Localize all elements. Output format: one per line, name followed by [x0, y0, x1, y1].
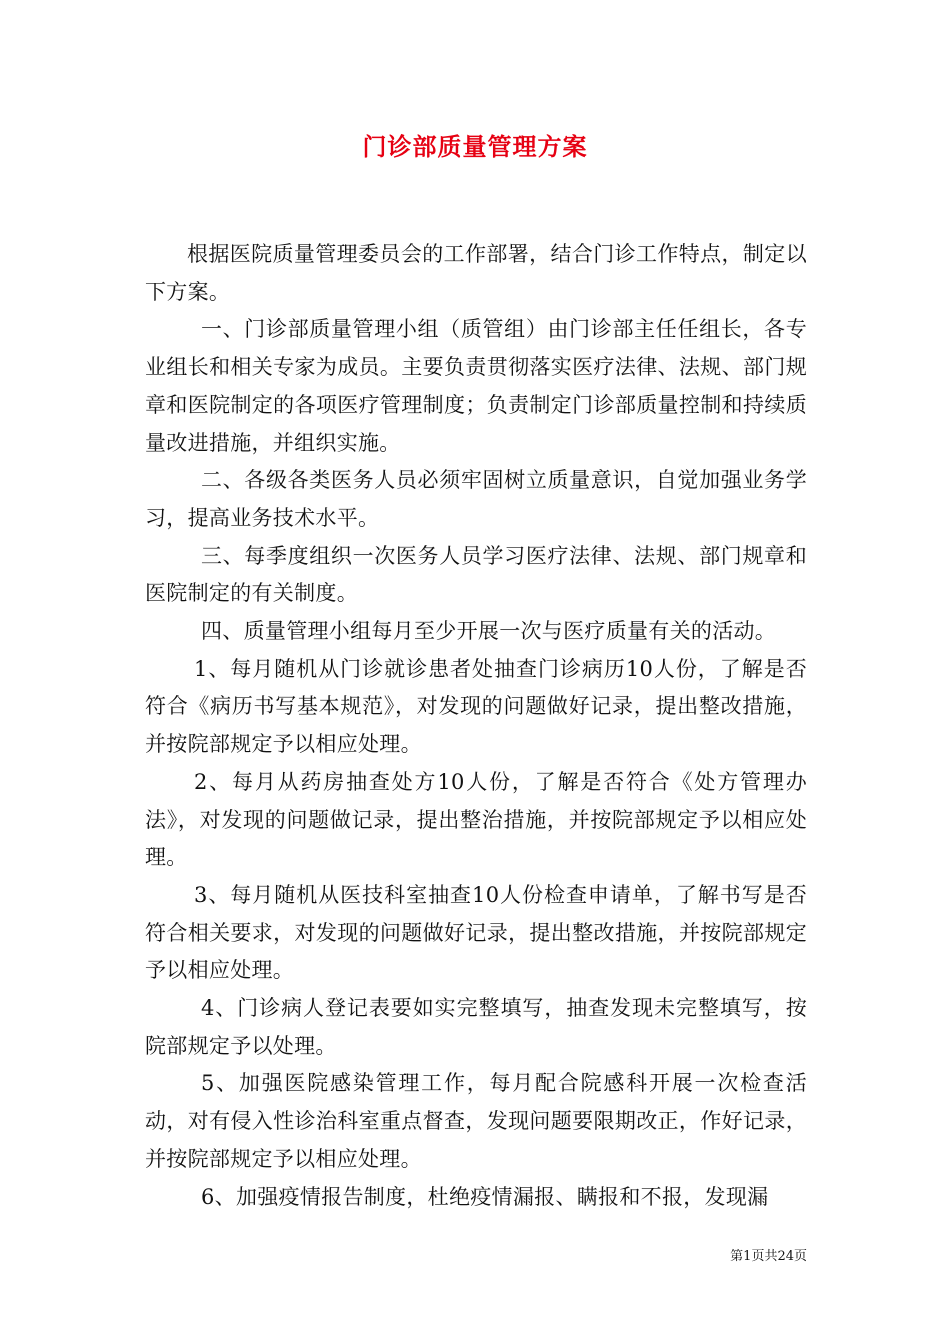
document-body: [145, 236, 807, 1216]
paragraph-item-2: 2、每月从药房抽查处方10人份，了解是否符合《处方管理办法》，对发现的问题做记录，提出整治措施，并按院部规定予以相应处理。: [145, 769, 807, 870]
paragraph-item-5: 5、加强医院感染管理工作，每月配合院感科开展一次检查活动，对有侵入性诊治科室重点督查，发现问题要限期改正，作好记录，并按院部规定予以相应处理。: [145, 1071, 807, 1171]
document-title: 门诊部质量管理方案: [362, 132, 588, 161]
paragraph-section-3: 三、每季度组织一次医务人员学习医疗法律、法规、部门规章和医院制定的有关制度。: [145, 543, 807, 606]
paragraph-section-2: 二、各级各类医务人员必须牢固树立质量意识，自觉加强业务学习，提高业务技术水平。: [145, 468, 807, 530]
paragraph-intro: 根据医院质量管理委员会的工作部署，结合门诊工作特点，制定以下方案。: [145, 242, 807, 304]
paragraph-item-6: 6、加强疫情报告制度，杜绝疫情漏报、瞒报和不报，发现漏: [201, 1184, 769, 1209]
paragraph-section-4: 四、质量管理小组每月至少开展一次与医疗质量有关的活动。: [201, 619, 777, 644]
paragraph-item-4: 4、门诊病人登记表要如实完整填写，抽查发现未完整填写，按院部规定予以处理。: [145, 996, 807, 1058]
page-number: 第1页共24页: [730, 1249, 807, 1264]
paragraph-section-1: 一、门诊部质量管理小组（质管组）由门诊部主任任组长，各专业组长和相关专家为成员。主要负责贯彻落实医疗法律、法规、部门规章和医院制定的各项医疗管理制度；负责制定门诊部质量控制和持续质量改进措施，并组织实施。: [145, 317, 807, 455]
paragraph-item-1: 1、每月随机从门诊就诊患者处抽查门诊病历10人份，了解是否符合《病历书写基本规范》，对发现的问题做好记录，提出整改措施，并按院部规定予以相应处理。: [145, 656, 807, 757]
paragraph-item-3: 3、每月随机从医技科室抽查10人份检查申请单，了解书写是否符合相关要求，对发现的问题做好记录，提出整改措施，并按院部规定予以相应处理。: [145, 882, 807, 983]
